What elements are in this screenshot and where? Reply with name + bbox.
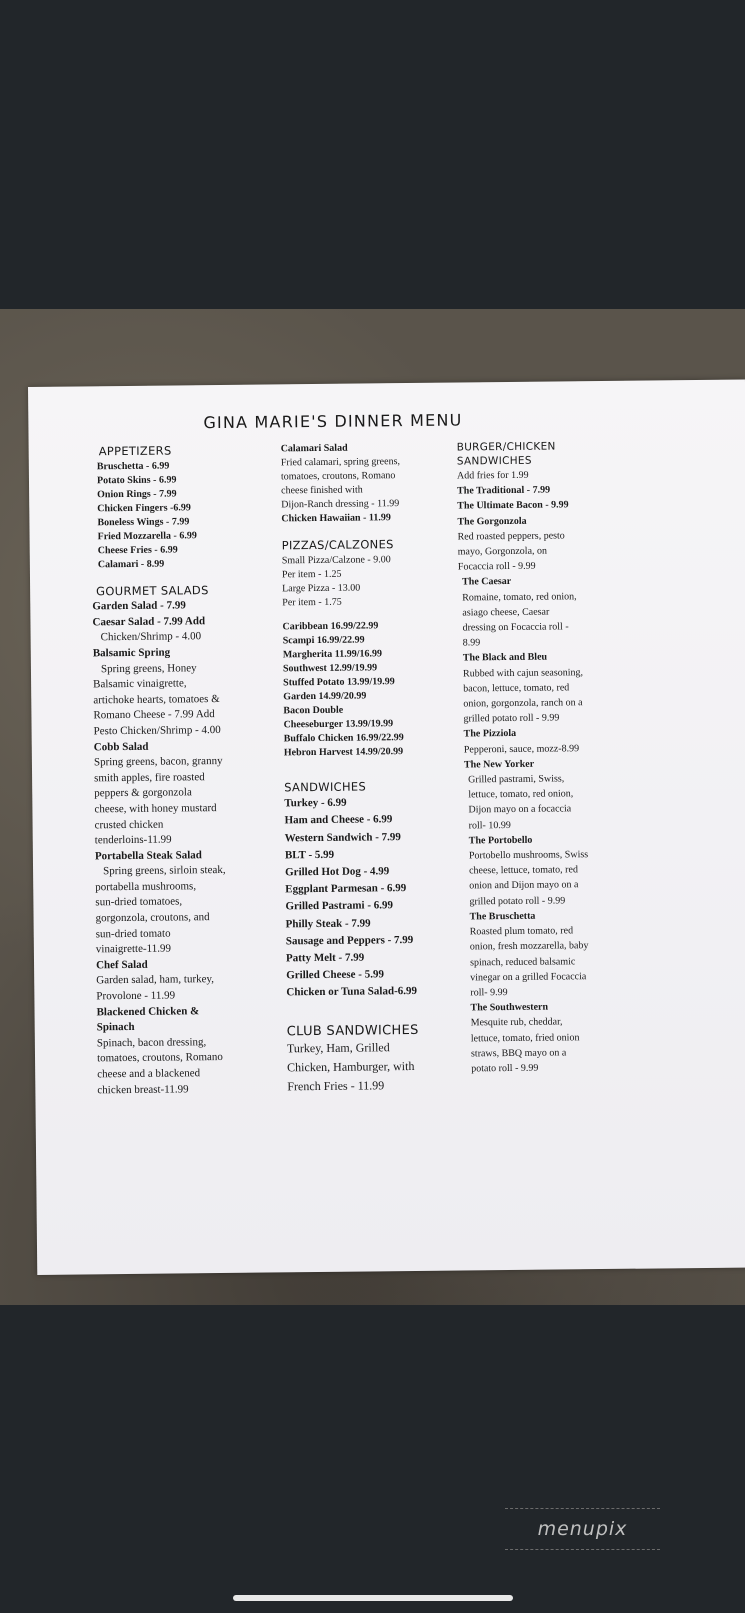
menu-text: roll- 10.99: [468, 819, 511, 832]
menu-text: cheese, lettuce, tomato, red: [469, 864, 578, 877]
menu-text: tomatoes, croutons, Romano: [280, 470, 396, 483]
menu-text: Pesto Chicken/Shrimp - 4.00: [93, 723, 221, 738]
menu-item: Calamari Salad: [280, 442, 348, 455]
menu-item: Grilled Hot Dog - 4.99: [285, 865, 390, 879]
menu-item: Bruschetta - 6.99: [96, 460, 170, 472]
menu-item: Bacon Double: [283, 704, 344, 716]
menu-text: cheese finished with: [281, 484, 363, 497]
menu-text: crusted chicken: [94, 818, 164, 831]
menu-item: Hebron Harvest 14.99/20.99: [283, 745, 404, 758]
menu-text: grilled potato roll - 9.99: [463, 712, 560, 725]
menu-text: vinaigrette-11.99: [95, 942, 172, 956]
menu-text: onion and Dijon mayo on a: [469, 879, 579, 892]
menu-item: Spinach: [96, 1021, 135, 1034]
column-left: [69, 442, 276, 1098]
menu-text: lettuce, tomato, fried onion: [470, 1031, 580, 1044]
menu-item: Caribbean 16.99/22.99: [282, 619, 379, 632]
menu-item: BLT - 5.99: [284, 848, 335, 862]
menu-item: Grilled Pastrami - 6.99: [285, 899, 394, 913]
menu-text: smith apples, fire roasted: [94, 770, 205, 785]
menu-text: Spring greens, sirloin steak,: [103, 864, 226, 878]
calamari-salad-block: [281, 441, 457, 527]
menu-text: spinach, reduced balsamic: [469, 955, 576, 968]
menu-item: Boneless Wings - 7.99: [97, 515, 190, 528]
menu-text: Roasted plum tomato, red: [469, 925, 574, 938]
menu-text: Provolone - 11.99: [96, 989, 176, 1003]
menu-item: Sausage and Peppers - 7.99: [285, 933, 414, 948]
menu-item: Eggplant Parmesan - 6.99: [285, 882, 407, 896]
menu-item: Cobb Salad: [93, 740, 149, 753]
sandwiches-list: [284, 794, 461, 1002]
club-sandwiches-heading: CLUB SANDWICHES: [286, 1022, 419, 1039]
menu-text: tenderloins-11.99: [94, 833, 172, 847]
menu-text: Chicken, Hamburger, with: [287, 1059, 415, 1075]
menu-text: Spinach, bacon dressing,: [96, 1035, 207, 1050]
menupix-watermark: menupix: [505, 1508, 660, 1550]
menu-item: Cheese Fries - 6.99: [97, 544, 178, 556]
column-middle: [281, 441, 463, 1097]
menu-text: Romaine, tomato, red onion,: [462, 590, 577, 604]
menu-item: Chef Salad: [95, 958, 148, 972]
menu-text: Red roasted peppers, pesto: [457, 530, 565, 543]
menu-item: The New Yorker: [463, 758, 535, 771]
menu-text: cheese and a blackened: [97, 1067, 201, 1081]
menu-item: Turkey - 6.99: [284, 796, 347, 810]
menu-item: The Ultimate Bacon - 9.99: [457, 499, 569, 512]
column-right: [457, 438, 664, 1076]
menu-item: The Gorgonzola: [457, 515, 527, 528]
pizzas-list: [282, 552, 459, 760]
menu-text: onion, fresh mozzarella, baby: [469, 940, 589, 953]
menu-item: The Southwestern: [470, 1001, 549, 1014]
menu-text: Dijon-Ranch dressing - 11.99: [281, 498, 400, 511]
menu-text: cheese, with honey mustard: [94, 801, 217, 816]
burgers-heading-2: SANDWICHES: [456, 454, 532, 468]
menu-text: bacon, lettuce, tomato, red: [463, 682, 570, 695]
burgers-list: [457, 466, 663, 1076]
menu-text: Small Pizza/Calzone - 9.00: [281, 553, 391, 566]
menu-text: vinegar on a grilled Focaccia: [470, 970, 587, 984]
menu-text: dressing on Focaccia roll -: [462, 621, 569, 634]
menu-item: Portabella Steak Salad: [94, 848, 202, 863]
menu-text: portabella mushrooms,: [95, 880, 197, 894]
menu-item: The Caesar: [462, 576, 512, 588]
menu-text: 8.99: [462, 637, 481, 649]
menu-text: Spring greens, bacon, granny: [93, 755, 223, 769]
menu-text: roll- 9.99: [470, 986, 508, 999]
appetizers-list: [69, 458, 270, 572]
menu-item: Onion Rings - 7.99: [97, 488, 177, 500]
menu-text: Turkey, Ham, Grilled: [286, 1040, 390, 1056]
menu-text: Garden salad, ham, turkey,: [96, 973, 215, 987]
menu-item: The Portobello: [468, 834, 533, 847]
sandwiches-heading: SANDWICHES: [284, 779, 367, 794]
menu-text: artichoke hearts, tomatoes &: [93, 692, 220, 707]
club-sandwiches-list: [287, 1038, 463, 1097]
menu-item: The Traditional - 7.99: [457, 484, 551, 497]
menu-item: Southwest 12.99/19.99: [282, 661, 378, 674]
gourmet-salads-list: [70, 598, 275, 1099]
menu-text: Rubbed with cajun seasoning,: [462, 666, 584, 680]
menu-item: Margherita 11.99/16.99: [282, 647, 383, 660]
menu-text: peppers & gorgonzola: [94, 786, 192, 800]
menu-item: Philly Steak - 7.99: [285, 917, 371, 930]
menu-item: Chicken Hawaiian - 11.99: [281, 512, 391, 525]
menu-text: Large Pizza - 13.00: [282, 582, 361, 594]
menu-item: The Pizziola: [463, 728, 517, 740]
menu-item: Garden 14.99/20.99: [283, 690, 367, 702]
menu-item: Buffalo Chicken 16.99/22.99: [283, 731, 404, 744]
menu-item: The Bruschetta: [469, 910, 536, 923]
menu-text: sun-dried tomatoes,: [95, 895, 183, 909]
menu-text: Fried calamari, spring greens,: [280, 456, 400, 469]
menu-text: Focaccia roll - 9.99: [457, 560, 536, 573]
menu-text: Romano Cheese - 7.99 Add: [93, 708, 215, 722]
menu-item: Fried Mozzarella - 6.99: [97, 529, 197, 542]
menu-text: Per item - 1.25: [281, 568, 342, 580]
menu-item: Cheeseburger 13.99/19.99: [283, 717, 394, 730]
menu-item: Chicken or Tuna Salad-6.99: [286, 985, 418, 999]
menu-text: French Fries - 11.99: [287, 1078, 385, 1094]
menu-item: Western Sandwich - 7.99: [284, 830, 401, 844]
menu-text: Balsamic vinaigrette,: [93, 677, 187, 691]
menu-item: Chicken Fingers -6.99: [97, 501, 191, 514]
menu-item: Ham and Cheese - 6.99: [284, 813, 393, 827]
burgers-heading: BURGER/CHICKEN: [456, 440, 556, 454]
menu-text: tomatoes, croutons, Romano: [96, 1051, 223, 1065]
appetizers-heading: APPETIZERS: [98, 443, 172, 459]
menu-text: grilled potato roll - 9.99: [469, 895, 566, 908]
menu-paper: [28, 379, 745, 1274]
menu-item: Calamari - 8.99: [97, 558, 165, 570]
menu-text: Grilled pastrami, Swiss,: [468, 773, 565, 786]
menu-text: Spring greens, Honey: [100, 661, 197, 675]
menu-item: Garden Salad - 7.99: [92, 599, 186, 613]
menu-text: Per item - 1.75: [282, 596, 342, 608]
menu-text: Portobello mushrooms, Swiss: [468, 849, 589, 862]
menu-item: Blackened Chicken &: [96, 1004, 200, 1018]
menu-text: chicken breast-11.99: [97, 1082, 189, 1096]
menu-text: Dijon mayo on a focaccia: [468, 803, 572, 816]
menu-text: sun-dried tomato: [95, 927, 171, 940]
menu-text: Add fries for 1.99: [456, 469, 529, 482]
menu-text: asiago cheese, Caesar: [462, 606, 550, 619]
menu-text: lettuce, tomato, red onion,: [468, 788, 574, 801]
menu-text: Pepperoni, sauce, mozz-8.99: [463, 742, 580, 756]
menu-text: straws, BBQ mayo on a: [470, 1047, 567, 1060]
pizzas-heading: PIZZAS/CALZONES: [281, 537, 394, 553]
menu-item: Scampi 16.99/22.99: [282, 634, 365, 646]
menu-item: The Black and Bleu: [462, 652, 548, 664]
menu-item: Potato Skins - 6.99: [96, 474, 177, 486]
menu-item: Stuffed Potato 13.99/19.99: [283, 675, 395, 688]
menu-text: potato roll - 9.99: [471, 1062, 539, 1075]
menu-text: gorgonzola, croutons, and: [95, 911, 210, 925]
menu-title: GINA MARIE'S DINNER MENU: [203, 410, 463, 433]
menu-item: Patty Melt - 7.99: [285, 951, 365, 965]
menu-text: Chicken/Shrimp - 4.00: [100, 630, 202, 644]
home-indicator[interactable]: [233, 1595, 513, 1601]
menu-item: Balsamic Spring: [92, 646, 171, 660]
menu-item: Caesar Salad - 7.99 Add: [92, 614, 206, 629]
menu-text: Mesquite rub, cheddar,: [470, 1016, 563, 1029]
gourmet-salads-heading: GOURMET SALADS: [96, 582, 209, 598]
menu-text: onion, gorgonzola, ranch on a: [463, 697, 583, 710]
menu-item: Grilled Cheese - 5.99: [286, 968, 385, 982]
menu-text: mayo, Gorgonzola, on: [457, 545, 548, 558]
